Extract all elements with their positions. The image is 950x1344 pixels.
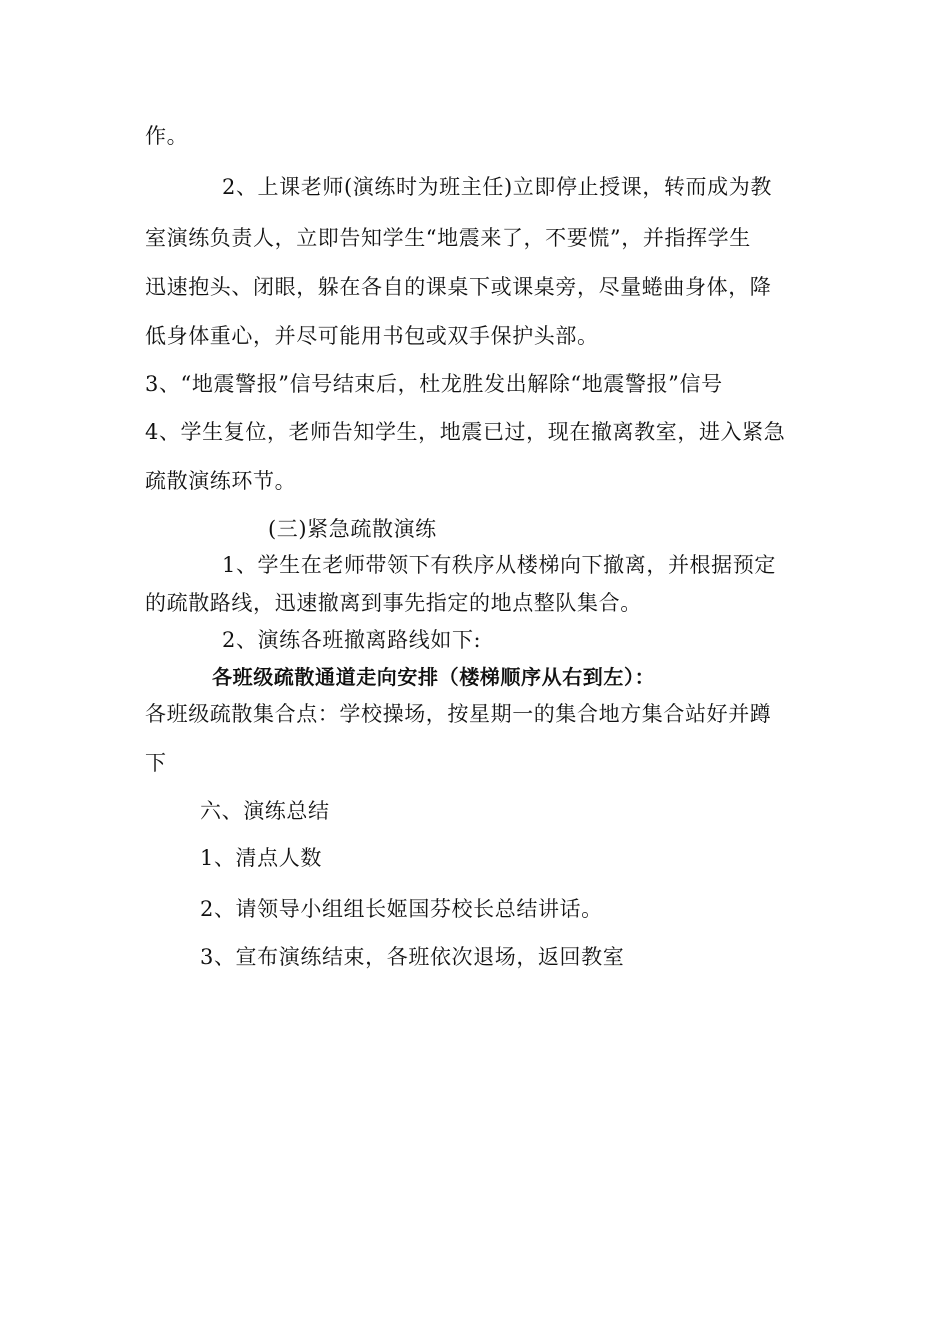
paragraph-line: 2、请领导小组组长姬国芬校长总结讲话。 [200, 897, 603, 921]
paragraph-line: 1、清点人数 [200, 846, 322, 870]
paragraph-line: 4、学生复位，老师告知学生，地震已过，现在撤离教室，进入紧急 [145, 420, 786, 444]
paragraph-line: 2、上课老师(演练时为班主任)立即停止授课，转而成为教 [222, 175, 772, 199]
paragraph-line: 疏散演练环节。 [145, 469, 297, 493]
paragraph-line: 迅速抱头、闭眼，躲在各自的课桌下或课桌旁，尽量蜷曲身体，降 [145, 275, 772, 299]
paragraph-line: 低身体重心，并尽可能用书包或双手保护头部。 [145, 324, 599, 348]
bold-heading: 各班级疏散通道走向安排（楼梯顺序从右到左）： [212, 665, 656, 689]
paragraph-line: 的疏散路线，迅速撤离到事先指定的地点整队集合。 [145, 591, 642, 615]
paragraph-line: 各班级疏散集合点：学校操场，按星期一的集合地方集合站好并蹲 [145, 702, 772, 726]
paragraph-line: 3、宣布演练结束，各班依次退场，返回教室 [200, 945, 625, 969]
section-heading: 六、演练总结 [200, 799, 330, 823]
paragraph-line: 1、学生在老师带领下有秩序从楼梯向下撤离，并根据预定 [222, 553, 776, 577]
paragraph-line: 室演练负责人，立即告知学生“地震来了，不要慌”，并指挥学生 [145, 226, 751, 250]
paragraph-line: 作。 [145, 124, 189, 148]
paragraph-line: 3、“地震警报”信号结束后，杜龙胜发出解除“地震警报”信号 [145, 372, 723, 396]
paragraph-line: 下 [145, 751, 167, 775]
section-heading: (三)紧急疏散演练 [268, 517, 437, 541]
paragraph-line: 2、演练各班撤离路线如下: [222, 628, 482, 652]
